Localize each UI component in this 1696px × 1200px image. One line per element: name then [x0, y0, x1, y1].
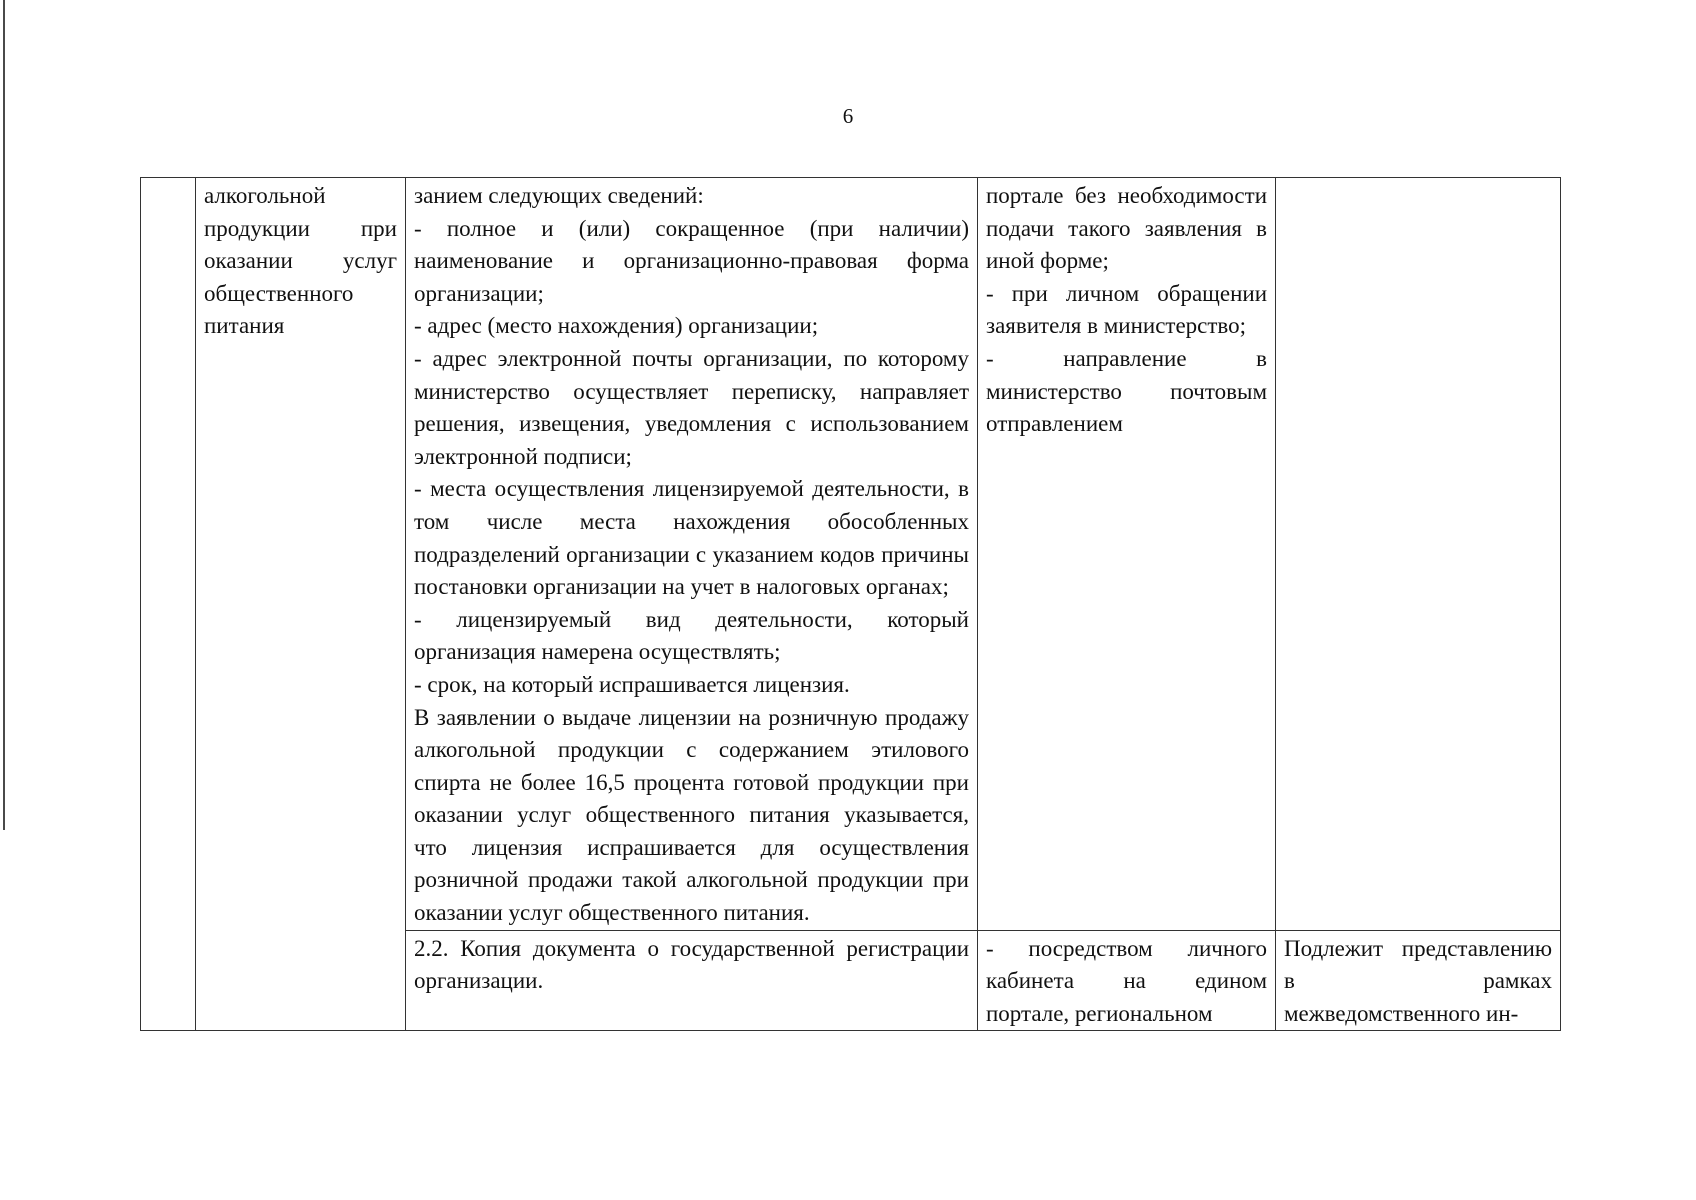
requirement-line: - срок, на который испрашивается лицензия. — [414, 671, 850, 697]
note-cell — [1276, 930, 1561, 1031]
requirements-cell — [406, 178, 978, 931]
activity-name-cell — [196, 178, 406, 1031]
activity-name-text: алкогольной продукции при оказании услуг общественного питания — [204, 183, 397, 339]
page-number: 6 — [842, 104, 854, 128]
requirement-line: - адрес электронной почты организации, по которому министерство осуществляет переписку, направляет решения, извещения, уведомления с использованием электронной подписи; — [414, 345, 969, 469]
requirement-paragraph: В заявлении о выдаче лицензии на розничную продажу алкогольной продукции с содержанием этилового спирта не более 16,5 процента готовой продукции при оказании услуг общественного питания указывается, что лицензия испрашивается для осуществления розничной продажи такой алкогольной продукции при оказании услуг общественного питания. — [414, 704, 969, 926]
table-row — [141, 178, 1561, 931]
requirement-line: - лицензируемый вид деятельности, который организация намерена осуществлять; — [414, 606, 969, 665]
method-line: - направление в министерство почтовым отправлением — [986, 345, 1267, 437]
requirements-cell — [406, 930, 978, 1031]
requirement-line: - адрес (место нахождения) организации; — [414, 313, 819, 339]
document-table — [140, 177, 1561, 1031]
requirement-line: - места осуществления лицензируемой деятельности, в том числе места нахождения обособленных подразделений организации с указанием кодов причины постановки организации на учет в налоговых органах; — [414, 476, 969, 600]
number-cell — [141, 178, 196, 1031]
submission-method-cell — [978, 178, 1276, 931]
method-line: портале без необходимости подачи такого заявления в иной форме; — [986, 183, 1267, 274]
requirement-line: 2.2. Копия документа о государственной регистрации организации. — [414, 935, 969, 994]
requirement-line: - полное и (или) сокращенное (при наличии) наименование и организационно-правовая форма организации; — [414, 215, 969, 306]
submission-method-cell — [978, 930, 1276, 1031]
method-line: - при личном обращении заявителя в министерство; — [986, 280, 1267, 339]
method-line: - посредством личного кабинета на едином портале, региональном — [986, 935, 1267, 1026]
requirement-line: занием следующих сведений: — [414, 183, 704, 208]
note-cell — [1276, 178, 1561, 931]
note-text: Подлежит представлению в рамках межведомственного ин- — [1284, 935, 1552, 1026]
